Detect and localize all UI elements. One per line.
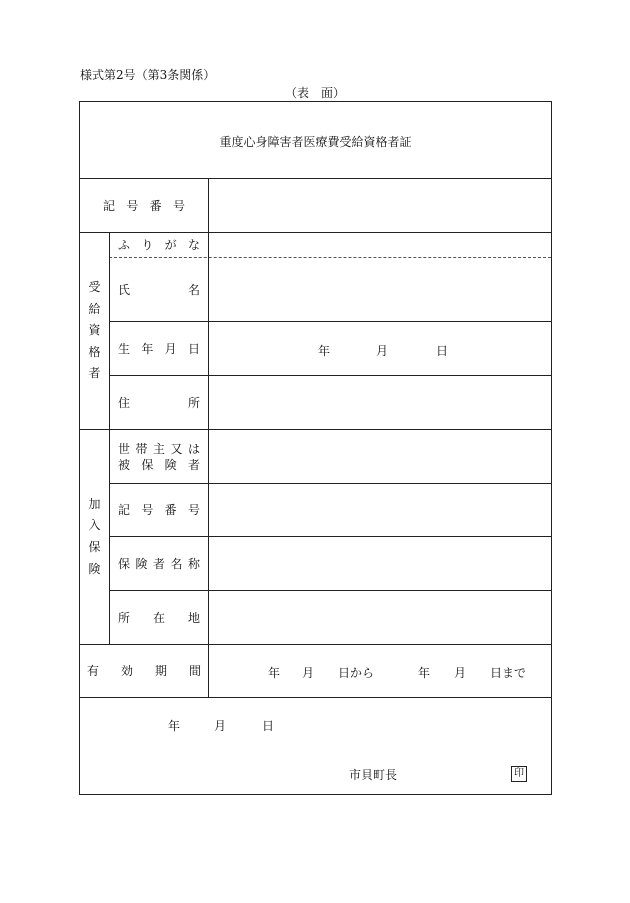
label-furigana: ふ り が な <box>118 238 200 252</box>
col-rule-group <box>109 232 110 644</box>
form-number: 様式第2号（第3条関係） <box>80 68 216 82</box>
validity-to-day: 日まで <box>490 666 527 680</box>
birth-day-unit: 日 <box>436 344 449 358</box>
issue-day-unit: 日 <box>262 719 275 733</box>
side-label: （表 面） <box>284 86 345 100</box>
issue-month-unit: 月 <box>214 719 227 733</box>
validity-from-day: 日から <box>338 666 375 680</box>
issuer-mayor: 市貝町長 <box>349 768 398 782</box>
label-insurer-name: 保 険 者 名 称 <box>118 556 200 571</box>
col-rule-kigou <box>208 178 209 232</box>
validity-to-month: 月 <box>454 666 467 680</box>
validity-from-month: 月 <box>302 666 315 680</box>
label-birth-date: 生 年 月 日 <box>118 341 200 356</box>
validity-to-year: 年 <box>418 666 431 680</box>
validity-from-year: 年 <box>268 666 281 680</box>
certificate-title: 重度心身障害者医療費受給資格者証 <box>219 135 412 149</box>
rule-below-validity <box>80 697 551 698</box>
label-insurer-location: 所 在 地 <box>118 610 200 625</box>
label-insurance-number: 記 号 番 号 <box>118 503 200 517</box>
label-householder-line1: 世 帯 主 又 は <box>118 441 200 456</box>
label-householder-line2: 被 保 険 者 <box>118 457 200 472</box>
col-rule-labels <box>208 232 209 644</box>
group-label-insurance: 加 入 保 険 <box>88 496 101 576</box>
group-label-recipient: 受 給 資 格 者 <box>88 280 101 381</box>
seal-mark: 印 <box>511 766 527 782</box>
birth-month-unit: 月 <box>376 344 389 358</box>
label-kigou-bangou: 記 号 番 号 <box>103 198 185 213</box>
rule-below-address <box>80 429 551 430</box>
certificate-form <box>79 101 552 795</box>
label-name: 氏 名 <box>118 282 200 297</box>
birth-year-unit: 年 <box>318 344 331 358</box>
label-validity-period: 有 効 期 間 <box>87 664 201 678</box>
col-rule-validity <box>208 644 209 697</box>
issue-year-unit: 年 <box>168 719 181 733</box>
label-address: 住 所 <box>118 395 200 410</box>
